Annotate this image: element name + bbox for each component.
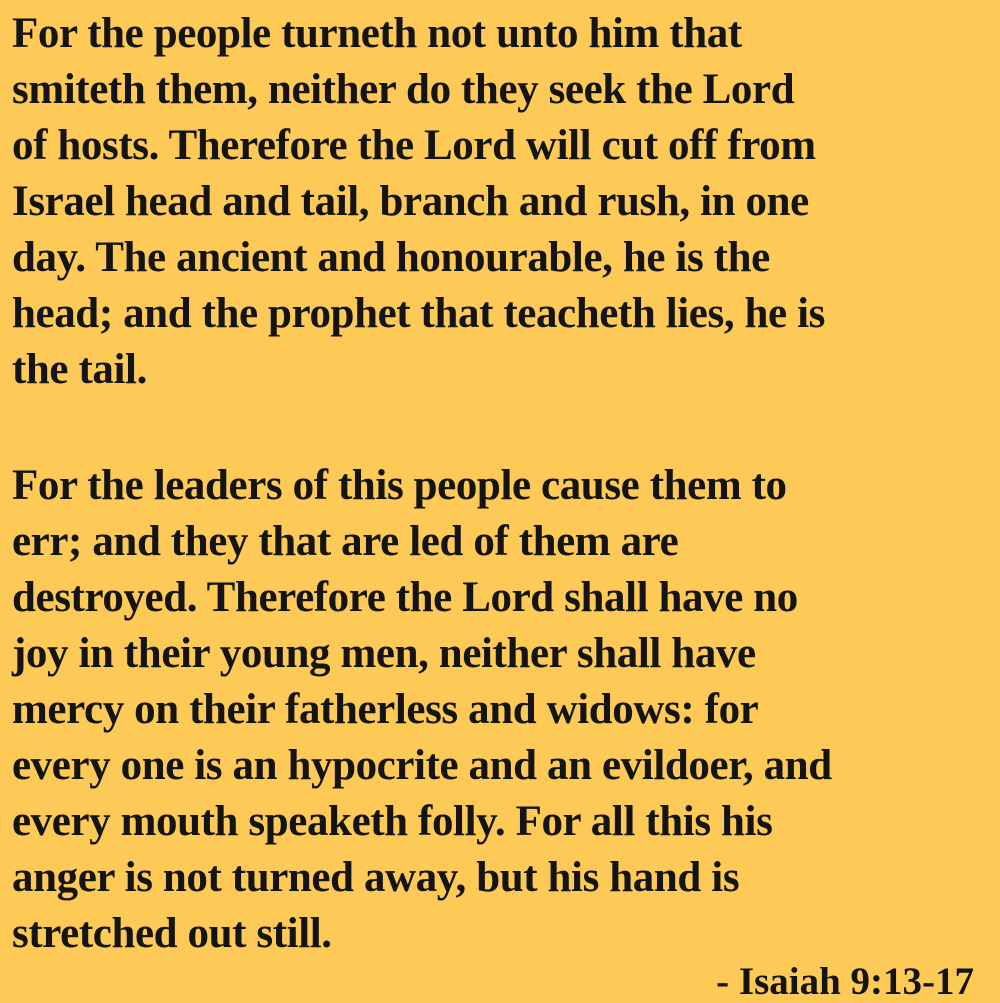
quote-paragraph-2: [12, 458, 990, 962]
quote-attribution: - Isaiah 9:13-17: [716, 960, 974, 1003]
quote-line: err; and they that are led of them are: [12, 518, 679, 565]
quote-line: For the people turneth not unto him that: [12, 10, 742, 57]
quote-line: stretched out still.: [12, 910, 332, 957]
quote-line: For the leaders of this people cause them to: [12, 462, 787, 509]
quote-line: mercy on their fatherless and widows: for: [12, 686, 759, 733]
quote-line: the tail.: [12, 346, 147, 393]
quote-line: Israel head and tail, branch and rush, in one: [12, 178, 809, 225]
quote-line: anger is not turned away, but his hand is: [12, 854, 740, 901]
quote-line: smiteth them, neither do they seek the Lord: [12, 66, 795, 113]
quote-line: joy in their young men, neither shall have: [12, 630, 756, 677]
quote-line: head; and the prophet that teacheth lies, he is: [12, 290, 825, 337]
quote-line: destroyed. Therefore the Lord shall have no: [12, 574, 798, 621]
quote-line: every one is an hypocrite and an evildoer, and: [12, 742, 832, 789]
quote-paragraph-1: [12, 6, 990, 398]
quote-line: day. The ancient and honourable, he is the: [12, 234, 770, 281]
quote-line: of hosts. Therefore the Lord will cut off from: [12, 122, 816, 169]
quote-line: every mouth speaketh folly. For all this his: [12, 798, 773, 845]
